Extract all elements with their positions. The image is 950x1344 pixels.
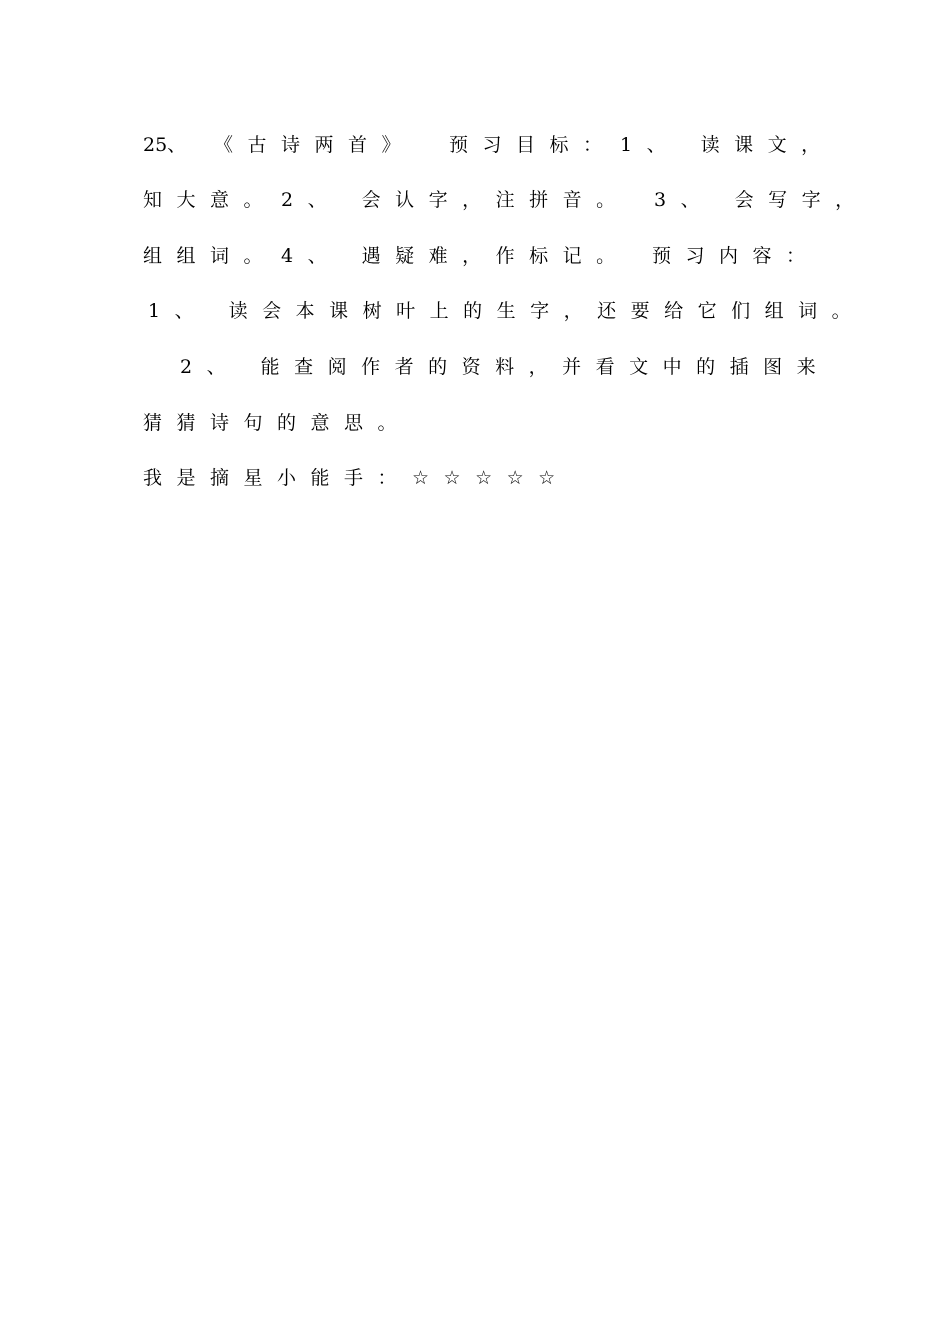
text-line-6: [0, 408, 950, 438]
content-item-2-cont: 猜猜诗句的意思。: [143, 412, 412, 434]
text-line-2: [0, 185, 950, 215]
text-line-3: [0, 241, 950, 271]
lesson-title: 《古诗两首》: [214, 134, 416, 156]
text-line-4: [0, 296, 950, 326]
content-item-2: 2、 能查阅作者的资料，并看文中的插图来: [180, 356, 831, 378]
goal-item-4: 4、 遇疑难，作标记。: [281, 245, 630, 267]
goal-item-1-cont: 知大意。: [143, 189, 278, 211]
star-rating: ☆☆☆☆☆: [412, 467, 570, 489]
goal-item-3: 3、 会写字，: [654, 189, 869, 211]
text-line-1: [0, 130, 950, 160]
preview-goals-label: 预习目标：: [449, 134, 617, 156]
star-picker-label: 我是摘星小能手：: [143, 467, 412, 489]
lesson-number: 25、: [143, 134, 187, 156]
content-item-1: 1、 读会本课树叶上的生字，还要给它们组词。: [148, 300, 866, 322]
goal-item-2: 2、 会认字，注拼音。: [281, 189, 630, 211]
text-line-5: [0, 352, 950, 382]
goal-item-3-cont: 组组词。: [143, 245, 278, 267]
text-line-7: [0, 463, 950, 493]
preview-content-label: 预习内容：: [652, 245, 820, 267]
goal-item-1: 1、 读课文，: [620, 134, 835, 156]
